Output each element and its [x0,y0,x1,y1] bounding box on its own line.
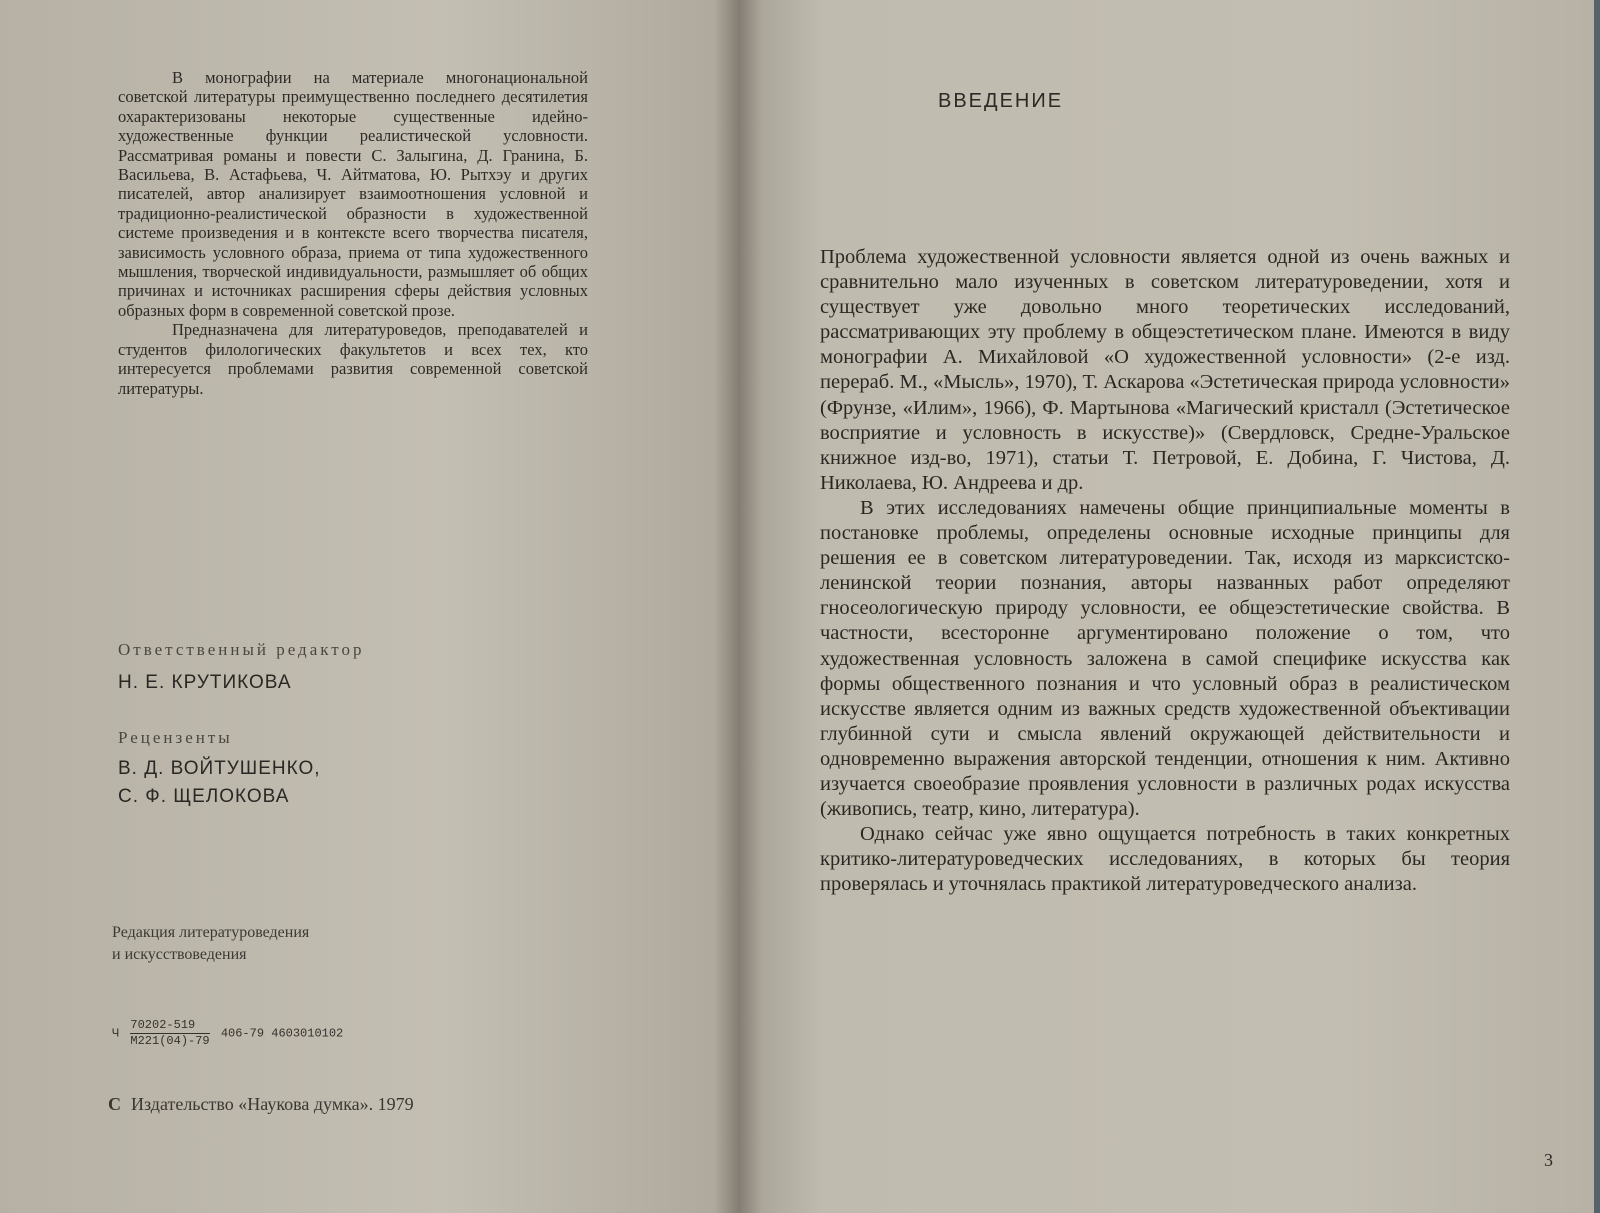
imprint-line: Редакция литературоведения [112,924,310,941]
body-paragraph: Проблема художественной условности является одной из очень важных и сравнительно мало изученных в советском литературоведении, хотя и существует уже довольно много теоретических исследований, рассматривающих эту проблему в общеэстетическом плане. Имеются в виду монографии А. Михайловой «О художественной условности» (2-е изд. перераб. М., «Мысль», 1970), Т. Аскарова «Эстетическая природа условности» (Фрунзе, «Илим», 1966), Ф. Мартынова «Магический кристалл (Эстетическое восприятие и условность в искусстве)» (Свердловск, Средне-Уральское книжное изд-во, 1971), статьи Т. Петровой, Е. Добина, Г. Чистова, Д. Николаева, Ю. Андреева и др. [820,246,1511,494]
code-letter: Ч [112,1026,120,1041]
editor-label: Ответственный редактор [118,640,365,659]
left-page [0,0,738,1213]
copyright-symbol: С [108,1094,121,1114]
catalog-code [112,1018,343,1049]
reviewer-name: С. Ф. ЩЕЛОКОВА [118,786,290,807]
editor-name: Н. Е. КРУТИКОВА [118,672,292,693]
book-gutter [714,0,762,1213]
reviewer-name: В. Д. ВОЙТУШЕНКО, [118,758,321,779]
abstract-paragraph: Предназначена для литературоведов, преподавателей и студентов филологических факультетов и всех тех, кто интересуется проблемами развития современной советской литературы. [118,320,588,398]
code-fraction [130,1018,209,1049]
reviewers-label: Рецензенты [118,728,233,747]
copyright-text: Издательство «Наукова думка». 1979 [131,1094,414,1114]
body-paragraph: В этих исследованиях намечены общие принципиальные моменты в постановке проблемы, определены основные исходные принципы для решения ее в советском литературоведении. Так, исходя из марксистско-ленинской теории познания, авторы названных работ определяют гносеологическую природу условности, ее общеэстетические свойства. В частности, всесторонне аргументировано положение о том, что художественная условность заложена в самой специфике искусства как формы общественного познания и что условный образ в реалистическом искусстве является одним из важных средств художественной объективации глубинной сути и смысла явлений окружающей действительности и одновременно выражения авторской тенденции, отношения к ним. Активно изучается своеобразие проявления условности в различных родах искусства (живопись, театр, кино, литература). [820,496,1510,821]
chapter-body [820,245,1510,897]
code-numerator: 70202-519 [130,1018,209,1034]
chapter-heading: ВВЕДЕНИЕ [938,90,1064,112]
book-abstract [118,68,588,398]
page-number: 3 [1544,1150,1553,1170]
code-suffix: 406-79 4603010102 [220,1026,344,1041]
editorial-imprint [112,922,472,966]
body-paragraph: Однако сейчас уже явно ощущается потребность в таких конкретных критико-литературоведческих исследованиях, в которых бы теория проверялась и уточнялась практикой литературоведческого анализа. [820,823,1510,896]
copyright-line [108,1094,414,1115]
code-denominator: М221(04)-79 [130,1034,210,1048]
abstract-paragraph: В монографии на материале многонациональной советской литературы преимущественно последнего десятилетия охарактеризованы некоторые существенные идейно-художественные функции реалистической условности. Рассматривая романы и повести С. Залыгина, Д. Гранина, Б. Васильева, В. Астафьева, Ч. Айтматова, Ю. Рытхэу и других писателей, автор анализирует взаимоотношения условной и традиционно-реалистической образности в художественной системе произведения и в контексте всего творчества писателя, зависимость условного образа, приема от типа художественного мышления, творческой индивидуальности, размышляет об общих причинах и источниках расширения сферы действия условных образных форм в современной советской прозе. [118,68,588,320]
imprint-line: и искусствоведения [112,946,247,963]
